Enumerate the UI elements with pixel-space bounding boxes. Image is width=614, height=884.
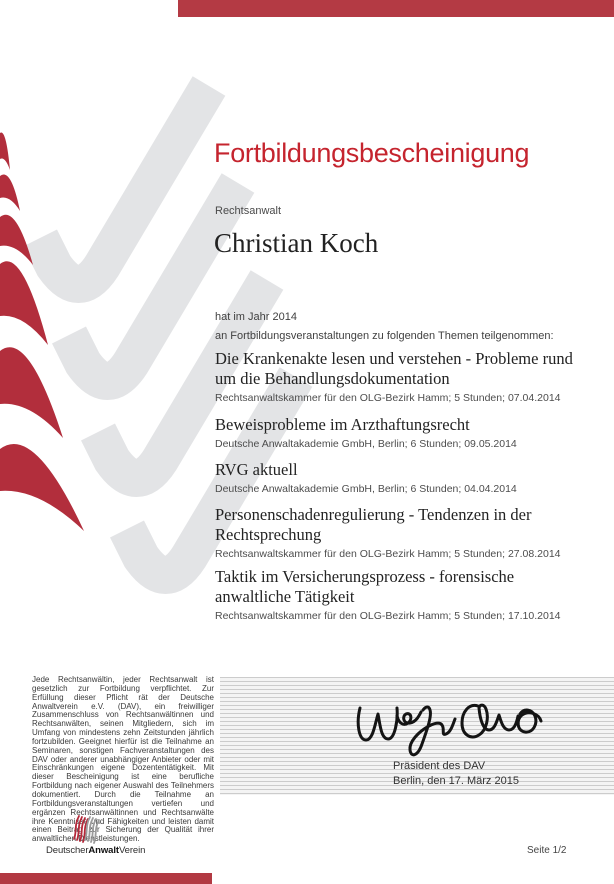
signature-place-date: Berlin, den 17. März 2015	[393, 775, 519, 787]
course-detail: Deutsche Anwaltakademie GmbH, Berlin; 6 Stunden; 09.05.2014	[215, 438, 517, 450]
course-item	[215, 505, 613, 560]
course-item	[215, 460, 613, 495]
course-title: Personenschadenregulierung - Tendenzen in der Rechtsprechung	[215, 505, 532, 544]
signer-title: Präsident des DAV	[393, 760, 486, 772]
page-number: Seite 1/2	[527, 845, 567, 856]
recipient-name: Christian Koch	[214, 228, 379, 258]
recipient-role-label: Rechtsanwalt	[215, 205, 282, 217]
course-item	[215, 567, 613, 622]
wordmark-part-anwalt: Anwalt	[88, 845, 119, 856]
wordmark-part-deutscher: Deutscher	[46, 845, 89, 856]
bottom-red-bar	[0, 873, 212, 884]
top-red-bar	[178, 0, 614, 17]
wordmark-part-verein: Verein	[118, 845, 146, 856]
intro-line-participation: an Fortbildungsveranstaltungen zu folgenden Themen teilgenommen:	[215, 330, 554, 342]
document-title: Fortbildungsbescheinigung	[214, 138, 530, 168]
course-title: Beweisprobleme im Arzthaftungsrecht	[215, 415, 470, 434]
course-title: Taktik im Versicherungsprozess - forensische anwaltliche Tätigkeit	[215, 567, 515, 606]
course-detail: Deutsche Anwaltakademie GmbH, Berlin; 6 Stunden; 04.04.2014	[215, 483, 517, 495]
course-detail: Rechtsanwaltskammer für den OLG-Bezirk Hamm; 5 Stunden; 07.04.2014	[215, 392, 561, 404]
course-title: Die Krankenakte lesen und verstehen - Probleme rund um die Behandlungsdokumentation	[215, 349, 573, 388]
dav-wordmark	[46, 845, 145, 856]
course-detail: Rechtsanwaltskammer für den OLG-Bezirk Hamm; 5 Stunden; 27.08.2014	[215, 548, 561, 560]
course-title: RVG aktuell	[215, 460, 298, 479]
legal-notice-text: Jede Rechtsanwältin, jeder Rechtsanwalt ist gesetzlich zur Fortbildung verpflichtet. Zur Erfüllung dieser Pflicht rät der Deutsche Anwaltverein e.V. (DAV), ein freiwilliger Zusammenschluss von Rechtsanwältinnen und Rechtsanwälten, seinen Mitgliedern, sich im Umfang von mindestens zehn Zeitstunden jährlich fortzubilden. Geeignet hierfür ist die Teilnahme an Seminaren, sonstigen Fachveranstaltungen des DAV oder anderer unabhängiger Anbieter oder mit Einschränkungen eigene Dozententätigkeit. Mit dieser Bescheinigung ist eine berufliche Fortbildung nach eigener Auswahl des Teilnehmers dokumentiert. Durch die Teilnahme an Fortbildungsveranstaltungen vertiefen und ergänzen Rechtsanwältinnen und Rechtsanwälte ihre Kenntnisse und Fähigkeiten und leisten damit einen Beitrag zur Sicherung der Qualität ihrer anwaltlichen Dienstleistungen.	[32, 675, 214, 844]
intro-line-year: hat im Jahr 2014	[215, 311, 297, 323]
course-item	[215, 349, 613, 404]
course-detail: Rechtsanwaltskammer für den OLG-Bezirk Hamm; 5 Stunden; 17.10.2014	[215, 610, 561, 622]
course-item	[215, 415, 613, 450]
dav-wave-icon	[72, 810, 102, 844]
handwritten-signature-icon	[352, 686, 552, 764]
